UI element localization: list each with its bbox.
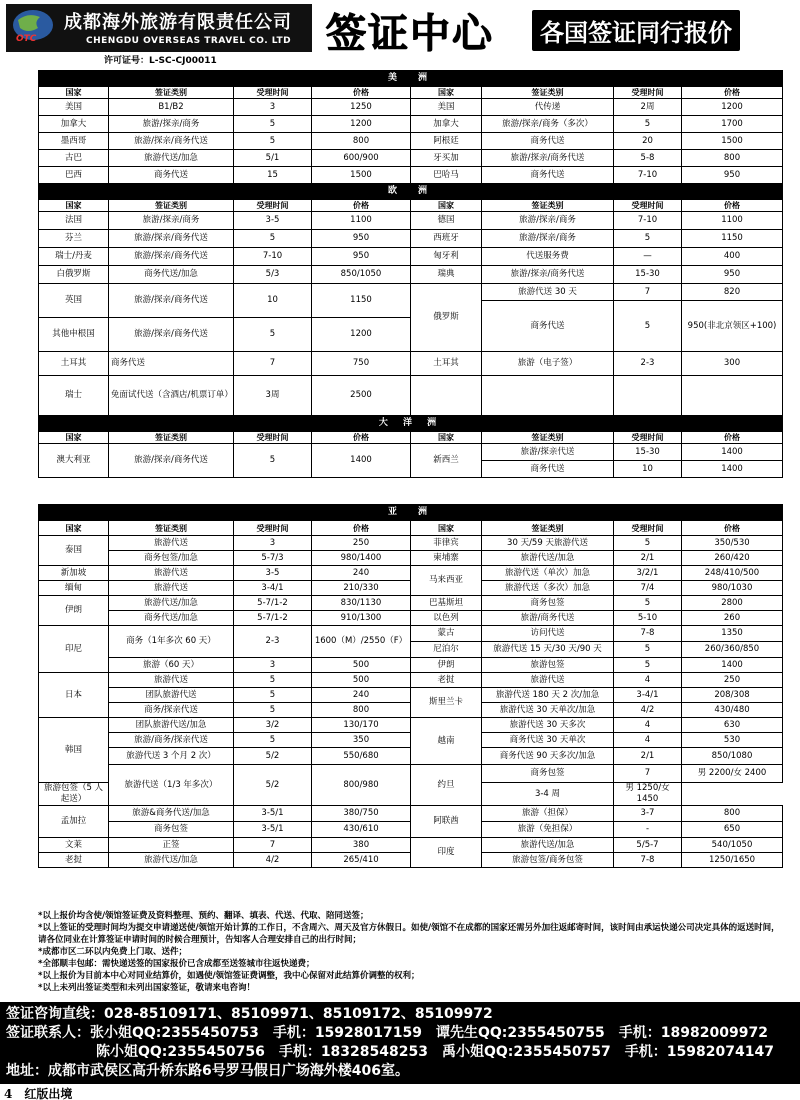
table-row: 新加坡 旅游代送 3-5 240 马来西亚 旅游代送（单次）加急 3/2/1 248/410/500	[39, 566, 783, 581]
note-item: *以上报价均含使/领馆签证费及资料整理、预约、翻译、填表、代送、代取、陪同送签；	[38, 911, 369, 921]
table-row: 日本 旅游代送 5 500 老挝 旅游代送 4 250	[39, 673, 783, 688]
table-row: 文莱 正签 7 380 印度 旅游代送/加急 5/5-7 540/1050	[39, 838, 783, 853]
license-number: 许可证号：L-SC-CJ00011	[104, 56, 217, 66]
note-item: *以上未列出签证类型和未列出国家签证，敬请来电咨询！	[38, 983, 255, 993]
table-row: 团队旅游代送 5 240 斯里兰卡 旅游代送 180 天 2 次/加急 3-4/1 208/308	[39, 688, 783, 703]
table-row: 韩国 团队旅游代送/加急 3/2 130/170 越南 旅游代送 30 天多次 4 630	[39, 718, 783, 733]
contact-row: 陈小姐QQ:2355450756 手机：18328548253 禹小姐QQ:2355450757 手机：15982074147	[96, 1044, 774, 1060]
table-row: 巴西 商务代送 15 1500 巴哈马 商务代送 7-10 950	[39, 167, 783, 184]
table-row: 旅游/商务/探亲代送 5 350 商务代送 30 天单次 4 530	[39, 733, 783, 748]
column-header-row: 国家 签证类别 受理时间 价格 国家 签证类别 受理时间 价格	[39, 200, 783, 212]
table-row: 古巴 旅游代送/加急 5/1 600/900 牙买加 旅游/探亲/商务代送 5-8 800	[39, 150, 783, 167]
section-header-americas: 美 洲	[39, 71, 783, 87]
table-row: 白俄罗斯 商务代送/加急 5/3 850/1050 瑞典 旅游/探亲/商务代送 15-30 950	[39, 266, 783, 284]
table-row: 澳大利亚 旅游/探亲/商务代送 5 1400 新西兰 旅游/探亲代送 15-30 1400	[39, 444, 783, 461]
table-row: 尼泊尔 旅游代送 15 天/30 天/90 天 5 260/360/850	[39, 642, 783, 658]
table-row: 孟加拉 旅游&商务代送/加急 3-5/1 380/750 阿联酋 旅游（担保） 3-7 800	[39, 806, 783, 822]
note-item: *以上报价为目前本中心对同业结算价，如遇使/领馆签证费调整，我中心保留对此结算价调整的权利；	[38, 971, 420, 981]
table-row: 美国 B1/B2 3 1250 美国 代传递 2周 1200	[39, 99, 783, 116]
page-title: 签证中心	[326, 11, 494, 57]
table-row: 伊朗 旅游代送/加急 5-7/1-2 830/1130 巴基斯坦 商务包签 5 2800	[39, 596, 783, 611]
page-subtitle: 各国签证同行报价	[532, 10, 740, 51]
table-row: 旅游包签（5 人起送） 3-4 周 男 1250/女 1450	[39, 783, 783, 806]
section-header-oceania: 大 洋 洲	[39, 416, 783, 432]
price-table-top	[38, 70, 783, 478]
table-row: 印尼 商务（1年多次 60 天） 2-3 1600（M）/2550（F） 蒙古 访问代送 7-8 1350	[39, 626, 783, 642]
page-footer: 4 红版出境	[4, 1087, 73, 1100]
hotline: 签证咨询直线：028-85109171、85109971、85109172、85109972	[6, 1006, 493, 1022]
table-row: 旅游代送 3 个月 2 次） 5/2 550/680 商务代送 90 天多次/加急 2/1 850/1080	[39, 748, 783, 765]
table-row: 墨西哥 旅游/探亲/商务代送 5 800 阿根廷 商务代送 20 1500	[39, 133, 783, 150]
company-name-cn: 成都海外旅游有限责任公司	[64, 12, 292, 33]
table-row: 泰国 旅游代送 3 250 菲律宾 30 天/59 天旅游代送 5 350/530	[39, 536, 783, 551]
company-logo-banner	[6, 4, 312, 52]
table-row: 商务包签 3-5/1 430/610 旅游（免担保） - 650	[39, 822, 783, 838]
table-row: 旅游代送（1/3 年多次） 5/2 800/980 约旦 商务包签 7 男 2200/女 2400	[39, 765, 783, 783]
table-row: 商务包签/加急 5-7/3 980/1400 柬埔寨 旅游代送/加急 2/1 260/420	[39, 551, 783, 566]
section-header-asia: 亚 洲	[39, 505, 783, 521]
price-table-asia	[38, 504, 783, 868]
section-header-europe: 欧 洲	[39, 184, 783, 200]
contact-row: 签证联系人：张小姐QQ:2355450753 手机：15928017159 谭先生QQ:2355450755 手机：18982009972	[6, 1025, 768, 1041]
table-row: 商务代送 5 950(非北京领区+100)	[39, 301, 783, 318]
header	[0, 0, 800, 66]
table-row: 商务代送/加急 5-7/1-2 910/1300 以色列 旅游/商务代送 5-10 260	[39, 611, 783, 626]
notes-block	[38, 910, 782, 994]
table-row: 英国 旅游/探亲/商务代送 10 1150 俄罗斯 旅游代送 30 天 7 820	[39, 284, 783, 301]
table-row: 旅游（60 天） 3 500 伊朗 旅游包签 5 1400	[39, 658, 783, 673]
table-row: 芬兰 旅游/探亲/商务代送 5 950 西班牙 旅游/探亲/商务 5 1150	[39, 230, 783, 248]
table-row: 商务/探亲代送 5 800 旅游代送 30 天单次/加急 4/2 430/480	[39, 703, 783, 718]
column-header-row: 国家 签证类别 受理时间 价格 国家 签证类别 受理时间 价格	[39, 87, 783, 99]
table-row: 加拿大 旅游/探亲/商务 5 1200 加拿大 旅游/探亲/商务（多次） 5 1700	[39, 116, 783, 133]
company-name-en: CHENGDU OVERSEAS TRAVEL CO. LTD	[86, 36, 292, 46]
column-header-row: 国家 签证类别 受理时间 价格 国家 签证类别 受理时间 价格	[39, 432, 783, 444]
contact-bar	[0, 1002, 800, 1084]
table-row: 其他申根国 旅游/探亲/商务代送 5 1200	[39, 318, 783, 335]
address: 地址：成都市武侯区高升桥东路6号罗马假日广场海外楼406室。	[6, 1063, 409, 1079]
table-row: 土耳其 商务代送 7 750 土耳其 旅游（电子签） 2-3 300	[39, 352, 783, 376]
column-header-row: 国家 签证类别 受理时间 价格 国家 签证类别 受理时间 价格	[39, 521, 783, 536]
table-row: 瑞士 免面试代送（含酒店/机票订单） 3周 2500	[39, 376, 783, 416]
note-item: *成都市区二环以内免费上门取、送件；	[38, 947, 187, 957]
note-item: *以上签证的受理时间均为提交申请递送使/领馆开始计算的工作日，不含周六、周天及官方休假日。如使/领馆不在成都的国家还需另外加往返邮寄时间，该时间由承运快递公司决定具体的返送时间，请各位同业在计算签证申请时间的时候合理预计，告知客人合理安排自己的出行时间；	[38, 923, 780, 945]
table-row: 老挝 旅游代送/加急 4/2 265/410 旅游包签/商务包签 7-8 1250/1650	[39, 853, 783, 868]
logo-text: OTC	[16, 34, 37, 44]
table-row: 法国 旅游/探亲/商务 3-5 1100 德国 旅游/探亲/商务 7-10 1100	[39, 212, 783, 230]
note-item: *全部顺丰包邮：需快递送签的国家报价已含成都至送签城市往返快递费；	[38, 959, 315, 969]
table-row: 商务代送 10 1400	[39, 461, 783, 478]
table-row: 瑞士/丹麦 旅游/探亲/商务代送 7-10 950 匈牙利 代送服务费 — 400	[39, 248, 783, 266]
table-row: 缅甸 旅游代送 3-4/1 210/330 旅游代送（多次）加急 7/4 980/1030	[39, 581, 783, 596]
